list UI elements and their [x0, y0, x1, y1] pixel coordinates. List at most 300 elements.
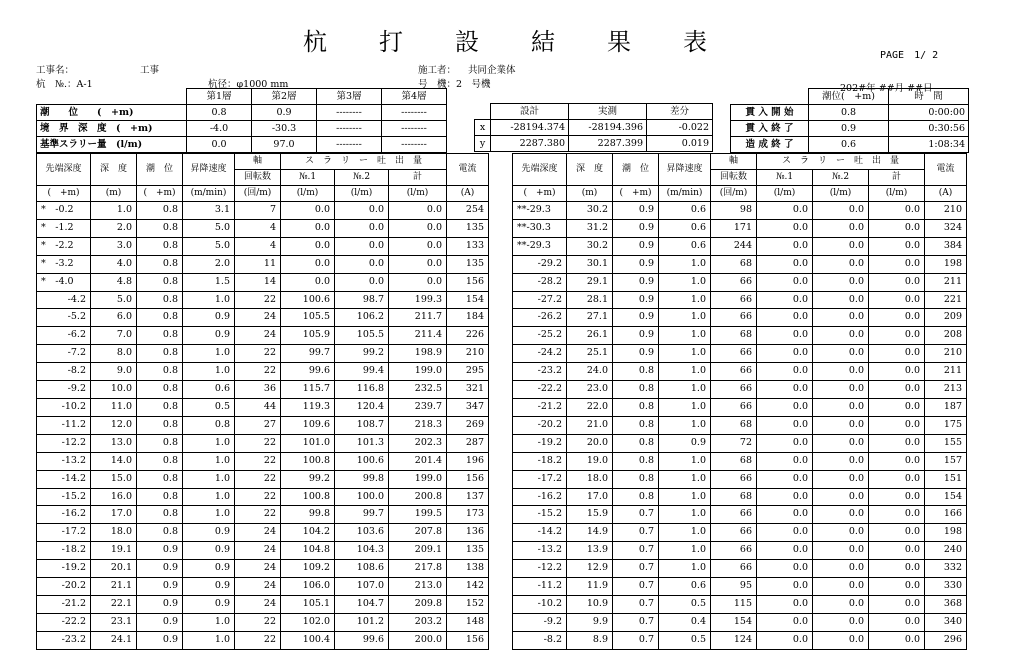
table-cell: 108.7 — [335, 416, 389, 434]
table-cell: -8.2 — [513, 631, 567, 649]
table-row — [37, 542, 489, 560]
table-cell: 0.8 — [613, 470, 659, 488]
table-cell: 210 — [447, 345, 489, 363]
table-cell: -23.2 — [513, 363, 567, 381]
table-cell: 0.0 — [869, 560, 925, 578]
table-cell: 0.0 — [813, 595, 869, 613]
time-cell: 0:00:00 — [889, 105, 969, 121]
layer-row-label: 基準スラリー量 (l/m) — [37, 137, 187, 153]
table-cell: 1.0 — [183, 291, 235, 309]
table-cell: 0.0 — [757, 273, 813, 291]
layer-header: 第2層 — [252, 89, 317, 105]
table-cell: 0.0 — [813, 291, 869, 309]
layer-cell: -------- — [317, 105, 382, 121]
table-row — [513, 524, 967, 542]
table-cell: 4 — [235, 219, 281, 237]
table-cell: 124 — [711, 631, 757, 649]
table-cell: 119.3 — [281, 398, 335, 416]
table-cell: 0.0 — [335, 255, 389, 273]
table-cell: 11.0 — [91, 398, 137, 416]
layer-header-blank — [37, 89, 187, 105]
table-cell: 12.9 — [567, 560, 613, 578]
table-cell: 20.1 — [91, 560, 137, 578]
table-cell: 0.9 — [137, 578, 183, 596]
table-cell: 1.0 — [659, 524, 711, 542]
coordinate-table — [474, 103, 713, 152]
table-cell: 21.0 — [567, 416, 613, 434]
table-cell: 24 — [235, 595, 281, 613]
table-cell: 22 — [235, 506, 281, 524]
table-row — [37, 578, 489, 596]
table-cell: -13.2 — [513, 542, 567, 560]
table-cell: 0.0 — [813, 202, 869, 220]
table-row — [37, 524, 489, 542]
table-cell: 66 — [711, 524, 757, 542]
table-row — [513, 542, 967, 560]
unit: ( +m) — [137, 186, 183, 202]
table-cell: 99.2 — [281, 470, 335, 488]
table-cell: 0.7 — [613, 560, 659, 578]
table-cell: 151 — [925, 470, 967, 488]
table-cell: 101.3 — [335, 434, 389, 452]
unit: (回/m) — [711, 186, 757, 202]
table-cell: 100.4 — [281, 631, 335, 649]
table-cell: 0.0 — [869, 202, 925, 220]
table-cell: 8.9 — [567, 631, 613, 649]
col-axis: 軸 — [235, 154, 281, 170]
table-cell: 0.0 — [813, 578, 869, 596]
table-cell: 7 — [235, 202, 281, 220]
table-cell: 66 — [711, 542, 757, 560]
unit: (l/m) — [757, 186, 813, 202]
table-cell: 115.7 — [281, 381, 335, 399]
table-cell: 0.5 — [659, 631, 711, 649]
table-cell: 0.9 — [183, 542, 235, 560]
table-cell: 154 — [711, 613, 757, 631]
table-cell: 0.0 — [389, 273, 447, 291]
layer-row-label: 潮 位 ( +m) — [37, 105, 187, 121]
table-cell: -13.2 — [37, 452, 91, 470]
table-cell: 1.0 — [659, 452, 711, 470]
table-cell: 66 — [711, 291, 757, 309]
table-cell: 100.6 — [281, 291, 335, 309]
table-cell: -20.2 — [37, 578, 91, 596]
table-cell: 0.0 — [757, 327, 813, 345]
table-cell: 384 — [925, 237, 967, 255]
table-cell: 0.8 — [137, 237, 183, 255]
time-header: 潮位( +m) — [809, 89, 889, 105]
table-cell: 66 — [711, 381, 757, 399]
table-row — [513, 578, 967, 596]
project-name-value: 工事 — [140, 65, 160, 76]
table-cell: 0.0 — [757, 381, 813, 399]
table-cell: 0.8 — [137, 345, 183, 363]
col-speed: 昇降速度 — [183, 154, 235, 186]
time-row — [731, 137, 969, 153]
table-cell: 0.6 — [659, 202, 711, 220]
table-cell: 30.1 — [567, 255, 613, 273]
table-row — [37, 345, 489, 363]
table-cell: 0.0 — [281, 255, 335, 273]
table-cell: 0.0 — [869, 631, 925, 649]
table-cell: 1.5 — [183, 273, 235, 291]
col-rotation: 回転数 — [711, 170, 757, 186]
table-cell: 0.9 — [613, 291, 659, 309]
table-cell: 209.1 — [389, 542, 447, 560]
coord-header-blank — [475, 104, 491, 120]
table-cell: 0.8 — [613, 452, 659, 470]
table-cell: 240 — [925, 542, 967, 560]
table-cell: 199.0 — [389, 470, 447, 488]
drilling-data-table-right — [512, 153, 967, 650]
table-cell: 0.9 — [613, 202, 659, 220]
table-cell: 0.0 — [813, 524, 869, 542]
table-row — [37, 613, 489, 631]
table-cell: 66 — [711, 560, 757, 578]
table-cell: 27 — [235, 416, 281, 434]
table-cell: 0.0 — [813, 631, 869, 649]
table-cell: 0.9 — [613, 273, 659, 291]
table-cell: 99.6 — [281, 363, 335, 381]
time-cell: 0:30:56 — [889, 121, 969, 137]
col-speed: 昇降速度 — [659, 154, 711, 186]
table-cell: 104.3 — [335, 542, 389, 560]
table-cell: 101.0 — [281, 434, 335, 452]
table-cell: 15.0 — [91, 470, 137, 488]
col-current: 電流 — [925, 154, 967, 186]
table-cell: 100.0 — [335, 488, 389, 506]
table-cell: 6.0 — [91, 309, 137, 327]
table-cell: 22.0 — [567, 398, 613, 416]
table-cell: 99.7 — [281, 345, 335, 363]
table-cell: -9.2 — [37, 381, 91, 399]
table-cell: 24 — [235, 560, 281, 578]
table-cell: -27.2 — [513, 291, 567, 309]
table-cell: 295 — [447, 363, 489, 381]
table-cell: * -1.2 — [37, 219, 91, 237]
layer-cell: -4.0 — [187, 121, 252, 137]
right-table-body — [513, 202, 967, 650]
table-cell: 11.9 — [567, 578, 613, 596]
table-cell: 0.0 — [813, 309, 869, 327]
layer-row-label: 境 界 深 度 ( +m) — [37, 121, 187, 137]
table-cell: 66 — [711, 398, 757, 416]
table-cell: 0.9 — [659, 434, 711, 452]
table-cell: -29.2 — [513, 255, 567, 273]
table-cell: 340 — [925, 613, 967, 631]
col-slurry-2: №.2 — [813, 170, 869, 186]
table-cell: 103.6 — [335, 524, 389, 542]
table-cell: 218.3 — [389, 416, 447, 434]
table-cell: 66 — [711, 506, 757, 524]
table-cell: 3.0 — [91, 237, 137, 255]
table-cell: 0.0 — [389, 237, 447, 255]
unit: (m/min) — [183, 186, 235, 202]
time-header: 時 間 — [889, 89, 969, 105]
table-cell: 1.0 — [183, 345, 235, 363]
table-cell: 0.8 — [137, 291, 183, 309]
table-cell: -10.2 — [513, 595, 567, 613]
table-cell: **-30.3 — [513, 219, 567, 237]
table-cell: 171 — [711, 219, 757, 237]
col-slurry-1: №.1 — [757, 170, 813, 186]
table-cell: 0.8 — [137, 470, 183, 488]
layer-header: 第3層 — [317, 89, 382, 105]
table-row — [37, 595, 489, 613]
table-cell: 152 — [447, 595, 489, 613]
table-cell: 0.0 — [813, 416, 869, 434]
table-cell: 0.0 — [869, 434, 925, 452]
table-cell: 0.0 — [813, 345, 869, 363]
table-row — [37, 416, 489, 434]
table-row — [37, 398, 489, 416]
table-row — [513, 488, 967, 506]
table-cell: 1.0 — [183, 452, 235, 470]
table-cell: 0.0 — [869, 273, 925, 291]
coord-header: 差分 — [647, 104, 713, 120]
table-cell: 0.0 — [813, 488, 869, 506]
table-cell: 0.0 — [813, 273, 869, 291]
table-cell: 106.2 — [335, 309, 389, 327]
table-cell: 104.8 — [281, 542, 335, 560]
table-cell: 1.0 — [183, 488, 235, 506]
layer-cell: 97.0 — [252, 137, 317, 153]
table-cell: 0.0 — [869, 524, 925, 542]
col-slurry-1: №.1 — [281, 170, 335, 186]
table-cell: -12.2 — [513, 560, 567, 578]
table-cell: -23.2 — [37, 631, 91, 649]
table-row — [37, 309, 489, 327]
table-cell: 0.0 — [869, 219, 925, 237]
table-cell: 17.0 — [567, 488, 613, 506]
table-row — [513, 506, 967, 524]
table-cell: 22 — [235, 452, 281, 470]
table-cell: 0.0 — [757, 434, 813, 452]
table-cell: 156 — [447, 273, 489, 291]
table-cell: * -3.2 — [37, 255, 91, 273]
layer-cell: 0.9 — [252, 105, 317, 121]
table-cell: 0.0 — [389, 202, 447, 220]
table-cell: 0.0 — [757, 345, 813, 363]
table-cell: 0.7 — [613, 613, 659, 631]
table-cell: 68 — [711, 255, 757, 273]
table-cell: 0.5 — [659, 595, 711, 613]
layer-cell: -------- — [382, 121, 447, 137]
table-row — [37, 381, 489, 399]
table-cell: 99.2 — [335, 345, 389, 363]
table-cell: 9.0 — [91, 363, 137, 381]
table-cell: 202.3 — [389, 434, 447, 452]
table-cell: 100.8 — [281, 488, 335, 506]
table-cell: 0.0 — [869, 613, 925, 631]
col-current: 電流 — [447, 154, 489, 186]
table-cell: 200.8 — [389, 488, 447, 506]
table-cell: 115 — [711, 595, 757, 613]
table-cell: 0.9 — [137, 560, 183, 578]
table-cell: 30.2 — [567, 202, 613, 220]
col-axis: 軸 — [711, 154, 757, 170]
table-cell: 156 — [447, 470, 489, 488]
table-cell: 142 — [447, 578, 489, 596]
table-cell: 0.7 — [613, 578, 659, 596]
table-cell: 138 — [447, 560, 489, 578]
col-slurry: ス ラ リ ー 吐 出 量 — [757, 154, 925, 170]
table-cell: 0.8 — [183, 416, 235, 434]
table-cell: 239.7 — [389, 398, 447, 416]
layer-cell: -------- — [382, 137, 447, 153]
layer-header: 第4層 — [382, 89, 447, 105]
table-cell: 196 — [447, 452, 489, 470]
table-cell: -12.2 — [37, 434, 91, 452]
table-cell: 0.0 — [281, 219, 335, 237]
table-cell: 68 — [711, 416, 757, 434]
table-cell: 0.8 — [137, 398, 183, 416]
table-cell: -19.2 — [513, 434, 567, 452]
table-cell: 0.0 — [757, 398, 813, 416]
table-cell: 44 — [235, 398, 281, 416]
table-cell: 0.0 — [757, 560, 813, 578]
table-cell: 66 — [711, 309, 757, 327]
time-cell: 0.8 — [809, 105, 889, 121]
table-cell: 0.0 — [813, 542, 869, 560]
table-cell: 108.6 — [335, 560, 389, 578]
unit: ( +m) — [513, 186, 567, 202]
table-cell: 11 — [235, 255, 281, 273]
table-cell: -28.2 — [513, 273, 567, 291]
table-cell: 135 — [447, 255, 489, 273]
table-cell: 19.1 — [91, 542, 137, 560]
col-rotation: 回転数 — [235, 170, 281, 186]
table-cell: 66 — [711, 470, 757, 488]
table-cell: 0.0 — [757, 363, 813, 381]
table-cell: 1.0 — [659, 327, 711, 345]
time-row-label: 貫 入 終 了 — [731, 121, 809, 137]
table-cell: 203.2 — [389, 613, 447, 631]
table-cell: 1.0 — [659, 416, 711, 434]
table-cell: -22.2 — [37, 613, 91, 631]
time-header-blank — [731, 89, 809, 105]
coord-cell: -28194.396 — [569, 120, 647, 136]
table-row — [37, 327, 489, 345]
table-cell: 211 — [925, 363, 967, 381]
table-cell: 0.9 — [613, 309, 659, 327]
table-cell: -19.2 — [37, 560, 91, 578]
table-cell: 210 — [925, 202, 967, 220]
table-cell: 0.9 — [613, 345, 659, 363]
table-cell: 107.0 — [335, 578, 389, 596]
table-cell: 0.8 — [613, 363, 659, 381]
table-cell: 199.0 — [389, 363, 447, 381]
project-name-label: 工事名： — [36, 65, 75, 76]
table-cell: 5.0 — [183, 237, 235, 255]
table-cell: 1.0 — [659, 291, 711, 309]
table-cell: 0.8 — [137, 202, 183, 220]
table-cell: 0.0 — [813, 613, 869, 631]
table-cell: 22 — [235, 631, 281, 649]
table-cell: 0.9 — [613, 219, 659, 237]
table-cell: 22 — [235, 434, 281, 452]
table-row — [513, 202, 967, 220]
table-cell: 18.0 — [91, 524, 137, 542]
table-cell: 1.0 — [183, 470, 235, 488]
table-cell: 5.0 — [91, 291, 137, 309]
table-cell: 23.0 — [567, 381, 613, 399]
table-cell: 1.0 — [659, 345, 711, 363]
table-row — [513, 327, 967, 345]
table-cell: -8.2 — [37, 363, 91, 381]
table-cell: 105.1 — [281, 595, 335, 613]
table-cell: 5.0 — [183, 219, 235, 237]
col-tide: 潮 位 — [137, 154, 183, 186]
table-cell: 0.0 — [869, 345, 925, 363]
table-cell: 0.5 — [183, 398, 235, 416]
table-cell: 1.0 — [659, 470, 711, 488]
table-cell: 1.0 — [659, 255, 711, 273]
table-cell: 0.0 — [869, 327, 925, 345]
table-cell: 0.0 — [869, 363, 925, 381]
table-cell: 18.0 — [567, 470, 613, 488]
table-cell: 9.9 — [567, 613, 613, 631]
table-cell: 0.0 — [757, 595, 813, 613]
table-cell: 198.9 — [389, 345, 447, 363]
table-cell: -7.2 — [37, 345, 91, 363]
left-table-body — [37, 202, 489, 650]
table-cell: 24 — [235, 578, 281, 596]
table-cell: 1.0 — [659, 488, 711, 506]
table-row — [37, 237, 489, 255]
table-row — [513, 273, 967, 291]
table-cell: 68 — [711, 327, 757, 345]
table-cell: 0.0 — [869, 470, 925, 488]
table-cell: 0.8 — [137, 273, 183, 291]
table-cell: * -0.2 — [37, 202, 91, 220]
table-cell: 7.0 — [91, 327, 137, 345]
table-cell: -26.2 — [513, 309, 567, 327]
table-cell: 0.7 — [613, 595, 659, 613]
table-row — [513, 398, 967, 416]
table-cell: 347 — [447, 398, 489, 416]
table-cell: 0.8 — [613, 434, 659, 452]
table-cell: 0.0 — [813, 219, 869, 237]
table-cell: -22.2 — [513, 381, 567, 399]
table-row — [37, 434, 489, 452]
table-cell: 135 — [447, 542, 489, 560]
table-cell: 102.0 — [281, 613, 335, 631]
layer-row — [37, 137, 447, 153]
table-cell: 0.9 — [613, 237, 659, 255]
table-cell: 154 — [447, 291, 489, 309]
table-cell: 0.0 — [813, 381, 869, 399]
table-row — [513, 595, 967, 613]
table-cell: 0.9 — [183, 560, 235, 578]
table-cell: 133 — [447, 237, 489, 255]
table-cell: 24 — [235, 327, 281, 345]
table-cell: -10.2 — [37, 398, 91, 416]
table-cell: 173 — [447, 506, 489, 524]
table-cell: 104.2 — [281, 524, 335, 542]
layer-row — [37, 105, 447, 121]
coord-cell: 0.019 — [647, 136, 713, 152]
col-depth: 深 度 — [91, 154, 137, 186]
table-cell: -17.2 — [513, 470, 567, 488]
coord-cell: 2287.380 — [491, 136, 569, 152]
table-row — [513, 613, 967, 631]
table-cell: 0.8 — [613, 488, 659, 506]
table-cell: 66 — [711, 273, 757, 291]
table-cell: 0.8 — [137, 219, 183, 237]
table-cell: 68 — [711, 452, 757, 470]
table-cell: 0.0 — [757, 578, 813, 596]
